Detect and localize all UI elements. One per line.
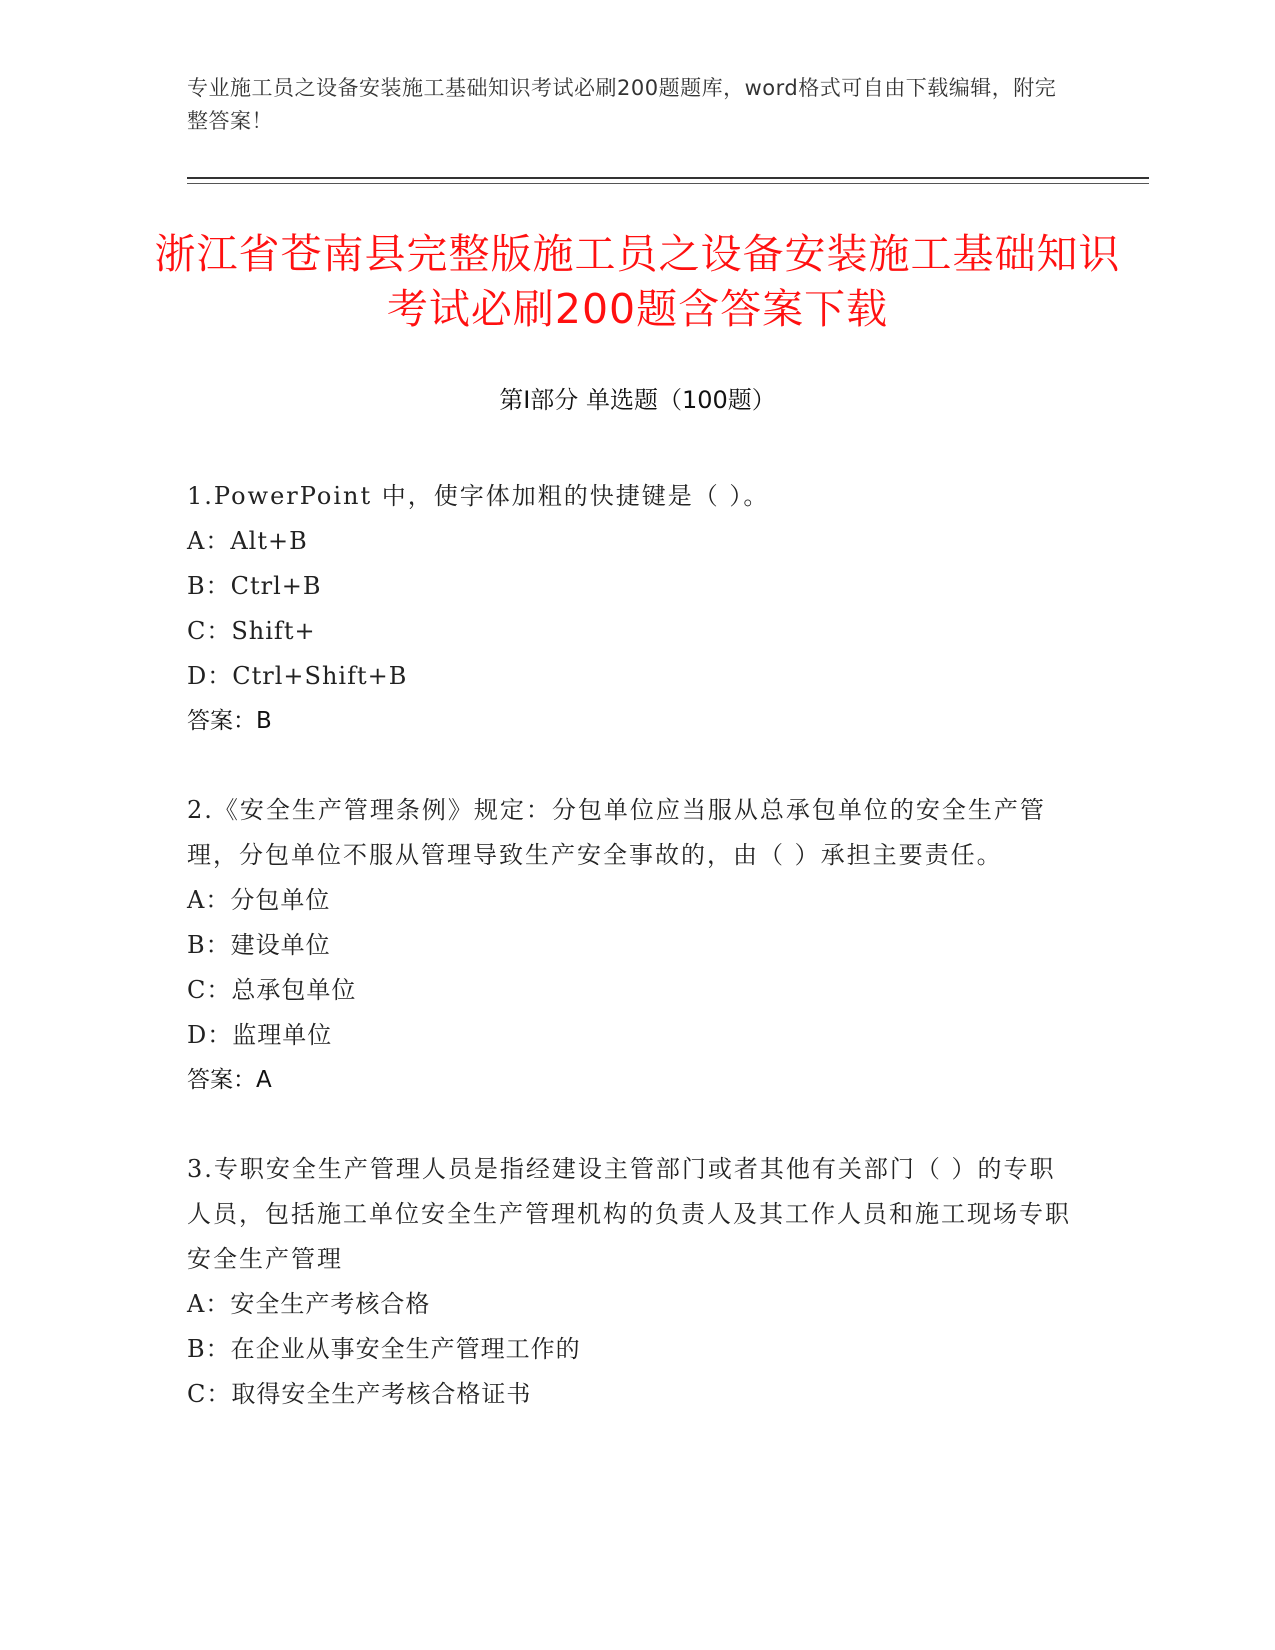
option-b: B：Ctrl+B (187, 572, 322, 600)
option-c: C：取得安全生产考核合格证书 (187, 1380, 532, 1408)
question-stem: 1.PowerPoint 中，使字体加粗的快捷键是（ ）。 (187, 482, 770, 510)
option-a: A：Alt+B (187, 527, 308, 555)
document-title: 浙江省苍南县完整版施工员之设备安装施工基础知识考试必刷200题含答案下载 (154, 230, 1121, 333)
option-d: D：监理单位 (187, 1021, 333, 1049)
question-3 (187, 1147, 1077, 1417)
option-c: C：Shift+ (187, 617, 316, 645)
option-b: B：在企业从事安全生产管理工作的 (187, 1335, 581, 1363)
header-divider-thick (187, 177, 1149, 179)
question-1 (187, 474, 1077, 744)
option-c: C：总承包单位 (187, 976, 357, 1004)
option-d: D：Ctrl+Shift+B (187, 662, 408, 690)
header-divider-thin (187, 183, 1149, 184)
question-list (187, 474, 1077, 1461)
question-stem: 2.《安全生产管理条例》规定：分包单位应当服从总承包单位的安全生产管理，分包单位不服从管理导致生产安全事故的，由（ ）承担主要责任。 (187, 796, 1046, 869)
answer: 答案：B (187, 708, 272, 734)
question-2 (187, 788, 1077, 1103)
option-b: B：建设单位 (187, 931, 331, 959)
option-a: A：安全生产考核合格 (187, 1290, 431, 1318)
option-a: A：分包单位 (187, 886, 331, 914)
section-heading: 第Ⅰ部分 单选题（100题） (499, 386, 776, 414)
answer: 答案：A (187, 1067, 272, 1093)
question-stem: 3.专职安全生产管理人员是指经建设主管部门或者其他有关部门（ ）的专职人员，包括施工单位安全生产管理机构的负责人及其工作人员和施工现场专职安全生产管理 (187, 1155, 1071, 1273)
header-note: 专业施工员之设备安装施工基础知识考试必刷200题题库，word格式可自由下载编辑，附完整答案！ (187, 76, 1057, 133)
